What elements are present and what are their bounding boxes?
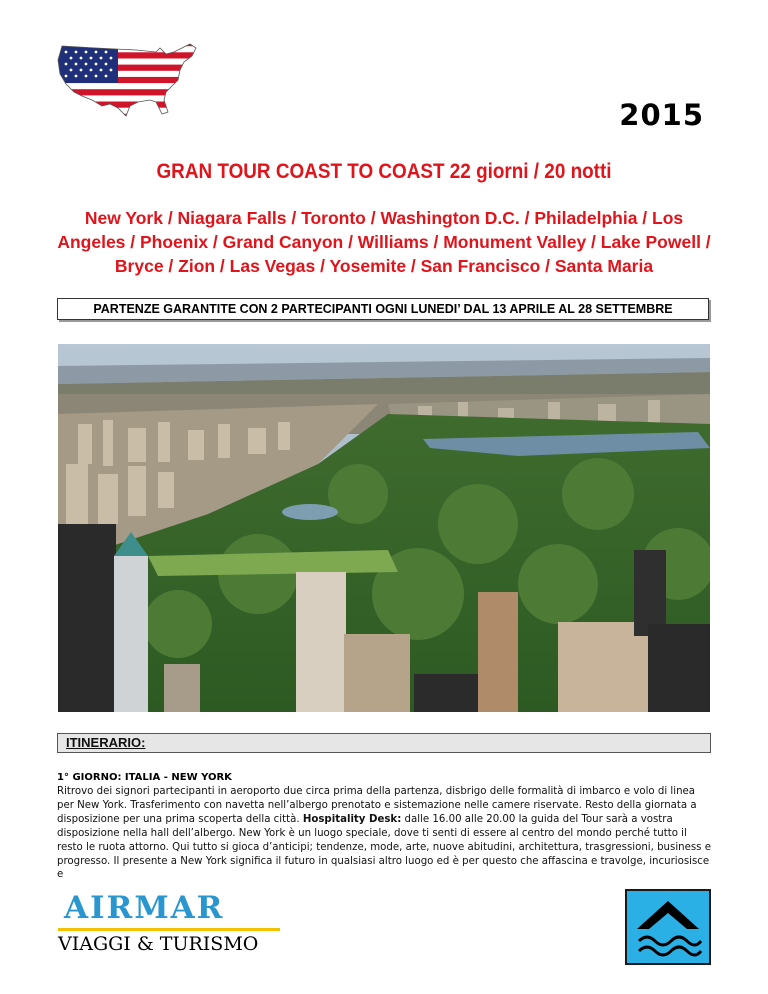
day-1-text-part-b: dalle 16.00 alle 20.00 la guida del Tour sarà a vostra disposizione nella hall dell’albergo. New York è un luogo speciale, dove ti senti di essere al centro del mondo perché tutto il resto le ruota attorno. Qui tutto si gioca d’anticipi; tendenze, mode, arte, nuove abitudini, architettura, trasgressioni, business e progresso. Il presente a New York significa il futuro in qualsiasi altro luogo ed è per questo che affascina e travolge, incuriosisce e — [57, 813, 711, 881]
hospitality-desk-label: Hospitality Desk: — [302, 813, 402, 825]
logo-name: AIRMAR — [64, 890, 225, 926]
departures-banner: PARTENZE GARANTITE CON 2 PARTECIPANTI OGNI LUNEDI’ DAL 13 APRILE AL 28 SETTEMBRE — [57, 298, 709, 320]
airmar-logo — [58, 890, 283, 955]
year-heading: 2015 — [619, 98, 704, 132]
mountain-wave-emblem-icon — [625, 889, 711, 965]
itinerary-heading: ITINERARIO: — [57, 733, 711, 753]
tour-route: New York / Niagara Falls / Toronto / Washington D.C. / Philadelphia / Los Angeles / Phoenix / Grand Canyon / Williams / Monument Valley / Lake Powell / Bryce / Zion / Las Vegas / Yosemite / San Francisco / Santa Maria — [57, 208, 711, 276]
usa-flag-map-icon — [56, 40, 202, 120]
tour-title: GRAN TOUR COAST TO COAST 22 giorni / 20 notti — [156, 160, 612, 183]
logo-subtitle: VIAGGI & TURISMO — [58, 928, 280, 953]
day-1-title: 1° GIORNO: ITALIA - NEW YORK — [57, 772, 232, 783]
central-park-photo — [58, 344, 710, 712]
day-1-text-part-a: Ritrovo dei signori partecipanti in aeroporto due circa prima della partenza, disbrigo delle formalità di imbarco e volo di linea per New York. Trasferimento con navetta nell’albergo prenotato e sistemazione nelle camere riservate. Resto della giornata a disposizione per una prima scoperta della città. — [57, 786, 697, 825]
day-1-description — [57, 785, 711, 882]
